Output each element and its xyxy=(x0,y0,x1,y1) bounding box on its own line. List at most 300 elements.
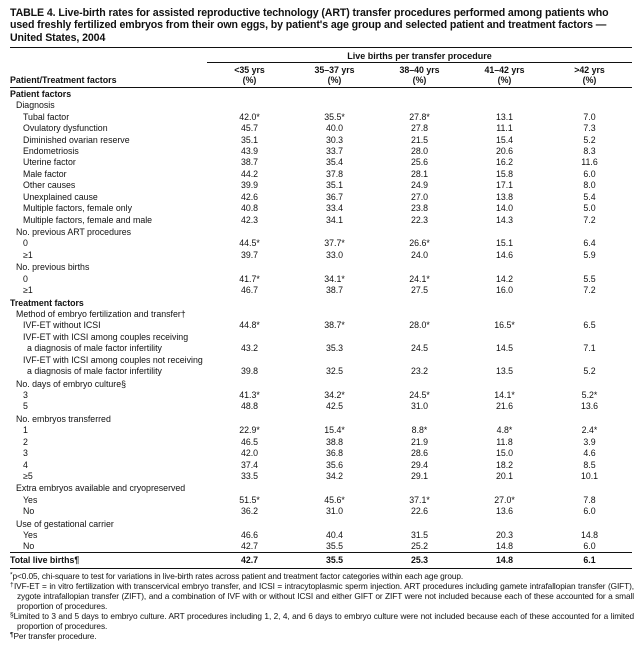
cell-value: 7.0 xyxy=(583,111,596,122)
cell-value: 21.6 xyxy=(495,401,514,412)
cell-value: 32.5 xyxy=(325,366,344,377)
cell-value: 24.0 xyxy=(410,249,429,260)
row-label: Yes xyxy=(23,530,38,541)
cell-value: 14.0 xyxy=(495,203,514,214)
cell-value: 37.8 xyxy=(325,168,344,179)
cell-value: 37.4 xyxy=(240,459,259,470)
cell-value xyxy=(207,331,292,342)
cell-value: 33.4 xyxy=(325,203,344,214)
column-header-3: 38–40 yrs (%) xyxy=(377,63,462,88)
cell-value: 44.5* xyxy=(239,238,260,249)
row-label: ≥1 xyxy=(23,285,33,296)
table-row xyxy=(10,529,632,540)
cell-value: 22.9* xyxy=(239,425,260,436)
table-row xyxy=(10,331,632,342)
cell-value: 24.1* xyxy=(409,273,430,284)
cell-value xyxy=(462,412,547,424)
cell-value: 43.9 xyxy=(240,145,259,156)
row-label: Use of gestational carrier xyxy=(16,518,114,529)
column-header-1: <35 yrs (%) xyxy=(207,63,292,88)
row-label: No xyxy=(23,541,35,552)
footnote-symbol: ¶ xyxy=(10,631,14,639)
table-row xyxy=(10,400,632,411)
cell-value: 34.2 xyxy=(325,471,344,482)
cell-value: 7.2 xyxy=(583,214,596,225)
row-label: 4 xyxy=(23,459,28,470)
row-header: Patient/Treatment factors xyxy=(10,63,207,88)
cell-value: 27.5 xyxy=(410,285,429,296)
cell-value xyxy=(207,481,292,493)
cell-value: 27.8 xyxy=(410,123,429,134)
cell-value xyxy=(207,412,292,424)
cell-value: 26.6* xyxy=(409,238,430,249)
row-label: IVF-ET without ICSI xyxy=(23,320,101,331)
table-row xyxy=(10,168,632,179)
cell-value: 14.1* xyxy=(494,390,515,400)
cell-value: 4.6 xyxy=(583,448,596,459)
cell-value xyxy=(547,88,632,99)
cell-value: 42.7 xyxy=(207,552,292,569)
table-row xyxy=(10,249,632,260)
table-row xyxy=(10,447,632,458)
table-row xyxy=(10,111,632,122)
cell-value: 40.0 xyxy=(325,123,344,134)
cell-value xyxy=(292,412,377,424)
cell-value xyxy=(462,481,547,493)
cell-value: 13.8 xyxy=(495,191,514,202)
cell-value xyxy=(207,88,292,99)
row-label: Unexplained cause xyxy=(23,191,98,202)
cell-value: 42.0* xyxy=(239,111,260,122)
cell-value: 44.8* xyxy=(239,320,260,331)
cell-value xyxy=(377,377,462,389)
cell-value: 13.5 xyxy=(495,366,514,377)
cell-value: 5.2* xyxy=(581,390,598,400)
row-label: 0 xyxy=(23,238,28,249)
cell-value xyxy=(292,225,377,237)
table-row xyxy=(10,88,632,99)
cell-value xyxy=(462,99,547,110)
cell-value: 13.6 xyxy=(580,401,599,412)
table-row xyxy=(10,145,632,156)
row-label: 2 xyxy=(23,436,28,447)
cell-value: 11.6 xyxy=(581,157,598,168)
table-row xyxy=(10,354,632,365)
cell-value: 24.5* xyxy=(409,390,430,400)
cell-value: 25.2 xyxy=(410,541,429,552)
table-row xyxy=(10,296,632,308)
column-header-row xyxy=(10,63,632,88)
cell-value: 14.3 xyxy=(495,214,514,225)
cell-value: 7.2 xyxy=(583,285,596,296)
table-row xyxy=(10,470,632,481)
cell-value xyxy=(292,308,377,319)
cell-value: 24.9 xyxy=(410,180,429,191)
footnote xyxy=(10,632,634,642)
cell-value: 22.3 xyxy=(410,214,429,225)
cell-value xyxy=(207,377,292,389)
cell-value: 35.5* xyxy=(324,111,345,122)
cell-value xyxy=(207,517,292,529)
footnote-text: p<0.05, chi-square to test for variations in live-birth rates across patient and treatment factor categories within each age group. xyxy=(12,571,464,582)
cell-value: 35.3 xyxy=(325,343,344,354)
cell-value: 33.0 xyxy=(325,249,344,260)
row-label: No. embryos transferred xyxy=(16,413,111,424)
cell-value: 38.7 xyxy=(325,285,344,296)
cell-value: 35.4 xyxy=(325,157,344,168)
footnote-symbol: * xyxy=(10,571,13,579)
cell-value xyxy=(547,225,632,237)
table-title: TABLE 4. Live-birth rates for assisted reproductive technology (ART) transfer procedures performed among patients who used freshly fertilized embryos from their own eggs, by patient's age group and selected patient and treatment factors — United States, 2004 xyxy=(10,7,632,48)
cell-value xyxy=(462,260,547,272)
column-header-4: 41–42 yrs (%) xyxy=(462,63,547,88)
cell-value: 31.5 xyxy=(410,530,429,541)
table-row xyxy=(10,225,632,237)
cell-value xyxy=(547,481,632,493)
cell-value: 25.6 xyxy=(410,157,429,168)
cell-value xyxy=(547,308,632,319)
cell-value: 6.1 xyxy=(547,552,632,569)
table-row xyxy=(10,99,632,110)
cell-value: 16.2 xyxy=(495,157,514,168)
cell-value: 5.9 xyxy=(583,249,596,260)
table-row xyxy=(10,191,632,202)
cell-value: 21.5 xyxy=(410,134,429,145)
cell-value: 35.5 xyxy=(325,541,344,552)
cell-value xyxy=(462,296,547,308)
row-label: Extra embryos available and cryopreserved xyxy=(16,483,186,494)
cell-value xyxy=(377,308,462,319)
cell-value: 6.0 xyxy=(583,541,596,552)
cell-value: 34.1 xyxy=(325,214,344,225)
row-label: Total live births¶ xyxy=(10,552,207,569)
cell-value xyxy=(377,354,462,365)
row-label: No xyxy=(23,506,35,517)
row-label: No. previous ART procedures xyxy=(16,226,132,237)
cell-value: 8.3 xyxy=(583,145,596,156)
cell-value xyxy=(292,88,377,99)
cell-value: 40.8 xyxy=(240,203,259,214)
cell-value: 36.2 xyxy=(240,506,259,517)
cell-value: 14.5 xyxy=(495,343,514,354)
cell-value: 21.9 xyxy=(410,436,429,447)
cell-value: 14.2 xyxy=(495,273,514,284)
row-label: 3 xyxy=(23,448,28,459)
row-label: Male factor xyxy=(23,168,67,179)
row-label: Other causes xyxy=(23,180,76,191)
footnote-text: Limited to 3 and 5 days to embryo culture. ART procedures including 1, 2, 4, and 6 days to embryo culture were not included because each of these accounted for a limited proportion of procedures. xyxy=(13,611,634,631)
table-row xyxy=(10,214,632,225)
cell-value: 15.8 xyxy=(495,168,514,179)
cell-value xyxy=(462,225,547,237)
cell-value: 43.2 xyxy=(240,343,259,354)
row-label: Diminished ovarian reserve xyxy=(23,134,130,145)
row-label: Method of embryo fertilization and transfer† xyxy=(16,308,186,319)
table-row xyxy=(10,284,632,295)
row-label: ≥1 xyxy=(23,249,33,260)
table-row xyxy=(10,179,632,190)
cell-value xyxy=(377,99,462,110)
cell-value: 11.8 xyxy=(496,436,513,447)
cell-value: 2.4* xyxy=(581,425,598,436)
table-row xyxy=(10,260,632,272)
cell-value: 13.1 xyxy=(495,111,514,122)
cell-value xyxy=(292,331,377,342)
cell-value xyxy=(377,481,462,493)
cell-value: 28.6 xyxy=(410,448,429,459)
cell-value: 35.6 xyxy=(325,459,344,470)
cell-value: 44.2 xyxy=(240,168,259,179)
cell-value xyxy=(462,354,547,365)
cell-value: 15.0 xyxy=(495,448,514,459)
cell-value: 3.9 xyxy=(583,436,596,447)
cell-value xyxy=(207,99,292,110)
cell-value: 20.3 xyxy=(495,530,514,541)
cell-value xyxy=(547,296,632,308)
table-row xyxy=(10,481,632,493)
cell-value xyxy=(292,296,377,308)
cell-value: 38.8 xyxy=(325,436,344,447)
cell-value: 27.0* xyxy=(494,494,515,505)
cell-value: 35.1 xyxy=(325,180,344,191)
cell-value: 5.2 xyxy=(583,134,596,145)
cell-value: 33.5 xyxy=(240,471,259,482)
cell-value: 27.0 xyxy=(410,191,429,202)
cell-value: 31.0 xyxy=(325,506,344,517)
row-label: a diagnosis of male factor infertility xyxy=(27,366,162,377)
cell-value xyxy=(547,99,632,110)
cell-value: 5.2 xyxy=(583,366,596,377)
row-label: Uterine factor xyxy=(23,157,76,168)
span-header: Live births per transfer procedure xyxy=(207,48,632,63)
cell-value xyxy=(377,88,462,99)
cell-value: 14.8 xyxy=(495,541,514,552)
cell-value: 14.6 xyxy=(495,249,514,260)
cell-value: 45.7 xyxy=(240,123,259,134)
cell-value: 24.5 xyxy=(410,343,429,354)
cell-value: 16.0 xyxy=(495,285,514,296)
cell-value xyxy=(207,354,292,365)
cell-value: 38.7* xyxy=(324,320,345,331)
cell-value: 41.7* xyxy=(239,273,260,284)
cell-value xyxy=(462,331,547,342)
row-label: 0 xyxy=(23,273,28,284)
cell-value xyxy=(462,308,547,319)
row-label: a diagnosis of male factor infertility xyxy=(27,343,162,354)
table-row xyxy=(10,552,632,569)
cell-value: 35.5 xyxy=(292,552,377,569)
cell-value: 6.0 xyxy=(583,168,596,179)
cell-value: 13.6 xyxy=(495,506,514,517)
cell-value: 38.7 xyxy=(240,157,259,168)
cell-value: 29.4 xyxy=(410,459,429,470)
table-row xyxy=(10,237,632,248)
cell-value: 15.4* xyxy=(324,425,345,436)
cell-value: 8.0 xyxy=(583,180,596,191)
cell-value: 15.4 xyxy=(495,134,514,145)
cell-value: 34.2* xyxy=(324,390,345,400)
table-row xyxy=(10,122,632,133)
cell-value: 30.3 xyxy=(325,134,344,145)
cell-value: 39.8 xyxy=(240,366,259,377)
cell-value: 7.1 xyxy=(583,343,596,354)
table-row xyxy=(10,133,632,144)
cell-value: 16.5* xyxy=(494,320,515,331)
cell-value xyxy=(207,225,292,237)
table-row xyxy=(10,273,632,284)
column-header-5: >42 yrs (%) xyxy=(547,63,632,88)
cell-value: 40.4 xyxy=(325,530,344,541)
cell-value: 51.5* xyxy=(239,494,260,505)
cell-value: 28.0* xyxy=(409,320,430,331)
cell-value: 8.5 xyxy=(583,459,596,470)
cell-value xyxy=(377,331,462,342)
cell-value: 48.8 xyxy=(240,401,259,412)
cell-value xyxy=(462,377,547,389)
cell-value: 37.1* xyxy=(409,494,430,505)
cell-value xyxy=(547,260,632,272)
cell-value: 42.5 xyxy=(325,401,344,412)
cell-value: 34.1* xyxy=(324,273,345,284)
table-row xyxy=(10,436,632,447)
cell-value: 25.3 xyxy=(377,552,462,569)
cell-value: 17.1 xyxy=(495,180,514,191)
footnote-symbol: † xyxy=(10,581,14,589)
span-header-row xyxy=(10,48,632,63)
live-birth-rates-table xyxy=(10,48,632,569)
cell-value: 7.3 xyxy=(583,123,596,134)
cell-value xyxy=(377,412,462,424)
row-label: Patient factors xyxy=(10,88,72,99)
cell-value: 5.0 xyxy=(583,203,596,214)
cell-value: 10.1 xyxy=(580,471,599,482)
footnote xyxy=(10,582,634,612)
cell-value xyxy=(377,260,462,272)
cell-value: 37.7* xyxy=(324,238,345,249)
row-label: Endometriosis xyxy=(23,145,79,156)
cell-value xyxy=(462,517,547,529)
cell-value: 4.8* xyxy=(496,425,513,436)
row-label: Tubal factor xyxy=(23,111,70,122)
cell-value: 29.1 xyxy=(410,471,429,482)
row-label: Multiple factors, female only xyxy=(23,203,133,214)
cell-value: 39.9 xyxy=(240,180,259,191)
span-header-stub xyxy=(10,48,207,63)
column-header-2: 35–37 yrs (%) xyxy=(292,63,377,88)
footnote-symbol: § xyxy=(10,611,14,619)
cell-value: 46.7 xyxy=(240,285,259,296)
table-row xyxy=(10,156,632,167)
cell-value: 14.8 xyxy=(580,530,599,541)
cell-value: 11.1 xyxy=(496,123,513,134)
cell-value: 5.4 xyxy=(583,191,596,202)
cell-value: 28.0 xyxy=(410,145,429,156)
cell-value: 6.5 xyxy=(583,320,596,331)
cell-value xyxy=(462,88,547,99)
cell-value: 22.6 xyxy=(410,506,429,517)
cell-value: 15.1 xyxy=(495,238,514,249)
table-row xyxy=(10,412,632,424)
cell-value: 6.4 xyxy=(583,238,596,249)
cell-value xyxy=(547,412,632,424)
footnotes xyxy=(10,569,634,641)
table-row xyxy=(10,494,632,505)
cell-value xyxy=(547,354,632,365)
table-row xyxy=(10,459,632,470)
cell-value: 39.7 xyxy=(240,249,259,260)
cell-value: 35.1 xyxy=(240,134,259,145)
cell-value: 18.2 xyxy=(495,459,514,470)
cell-value: 41.3* xyxy=(239,390,260,400)
row-label: 3 xyxy=(23,390,28,400)
footnote-text: IVF-ET = in vitro fertilization with transcervical embryo transfer, and ICSI = intracytoplasmic sperm injection. ART procedures including gamete intrafallopian transfer (GIFT), zygote intrafallopian transfer (ZIFT), and a combination of IVF with or without ICSI and either GIFT or ZIFT were not included because each of these accounted for a small proportion of procedures. xyxy=(13,581,634,612)
row-label: IVF-ET with ICSI among couples receiving xyxy=(23,331,189,342)
cell-value xyxy=(292,354,377,365)
cell-value: 42.7 xyxy=(240,541,259,552)
row-label: 5 xyxy=(23,401,28,412)
row-label: Ovulatory dysfunction xyxy=(23,123,108,134)
cell-value: 5.5 xyxy=(583,273,596,284)
footnote xyxy=(10,612,634,632)
cell-value xyxy=(292,99,377,110)
table-row xyxy=(10,365,632,376)
cell-value: 20.1 xyxy=(495,471,514,482)
cell-value xyxy=(292,517,377,529)
cell-value: 42.6 xyxy=(240,191,259,202)
row-label: ≥5 xyxy=(23,471,33,482)
cell-value: 23.8 xyxy=(410,203,429,214)
cell-value xyxy=(547,377,632,389)
cell-value: 31.0 xyxy=(410,401,429,412)
cell-value: 20.6 xyxy=(495,145,514,156)
row-label: Yes xyxy=(23,494,38,505)
cell-value xyxy=(207,308,292,319)
cell-value xyxy=(292,260,377,272)
table-row xyxy=(10,517,632,529)
cell-value xyxy=(377,225,462,237)
cell-value: 28.1 xyxy=(410,168,429,179)
table-row xyxy=(10,377,632,389)
cell-value: 46.5 xyxy=(240,436,259,447)
row-label: IVF-ET with ICSI among couples not receiving xyxy=(23,354,203,365)
cell-value xyxy=(377,517,462,529)
row-label: 1 xyxy=(23,425,28,436)
cell-value: 27.8* xyxy=(409,111,430,122)
cell-value: 42.3 xyxy=(240,214,259,225)
cell-value: 14.8 xyxy=(462,552,547,569)
table-row xyxy=(10,319,632,330)
table-row xyxy=(10,308,632,319)
table-row xyxy=(10,342,632,353)
table-row xyxy=(10,505,632,516)
table-row xyxy=(10,541,632,552)
cell-value xyxy=(547,517,632,529)
cell-value: 46.6 xyxy=(240,530,259,541)
table-row xyxy=(10,202,632,213)
row-label: No. days of embryo culture§ xyxy=(16,378,127,389)
cell-value: 6.0 xyxy=(583,506,596,517)
cell-value: 36.8 xyxy=(325,448,344,459)
cell-value xyxy=(377,296,462,308)
row-label: Treatment factors xyxy=(10,297,84,308)
footnote-text: Per transfer procedure. xyxy=(13,630,97,641)
cell-value xyxy=(207,260,292,272)
table-row xyxy=(10,389,632,400)
cell-value: 36.7 xyxy=(325,191,344,202)
cell-value: 33.7 xyxy=(325,145,344,156)
cell-value: 23.2 xyxy=(410,366,429,377)
row-label: Multiple factors, female and male xyxy=(23,214,153,225)
